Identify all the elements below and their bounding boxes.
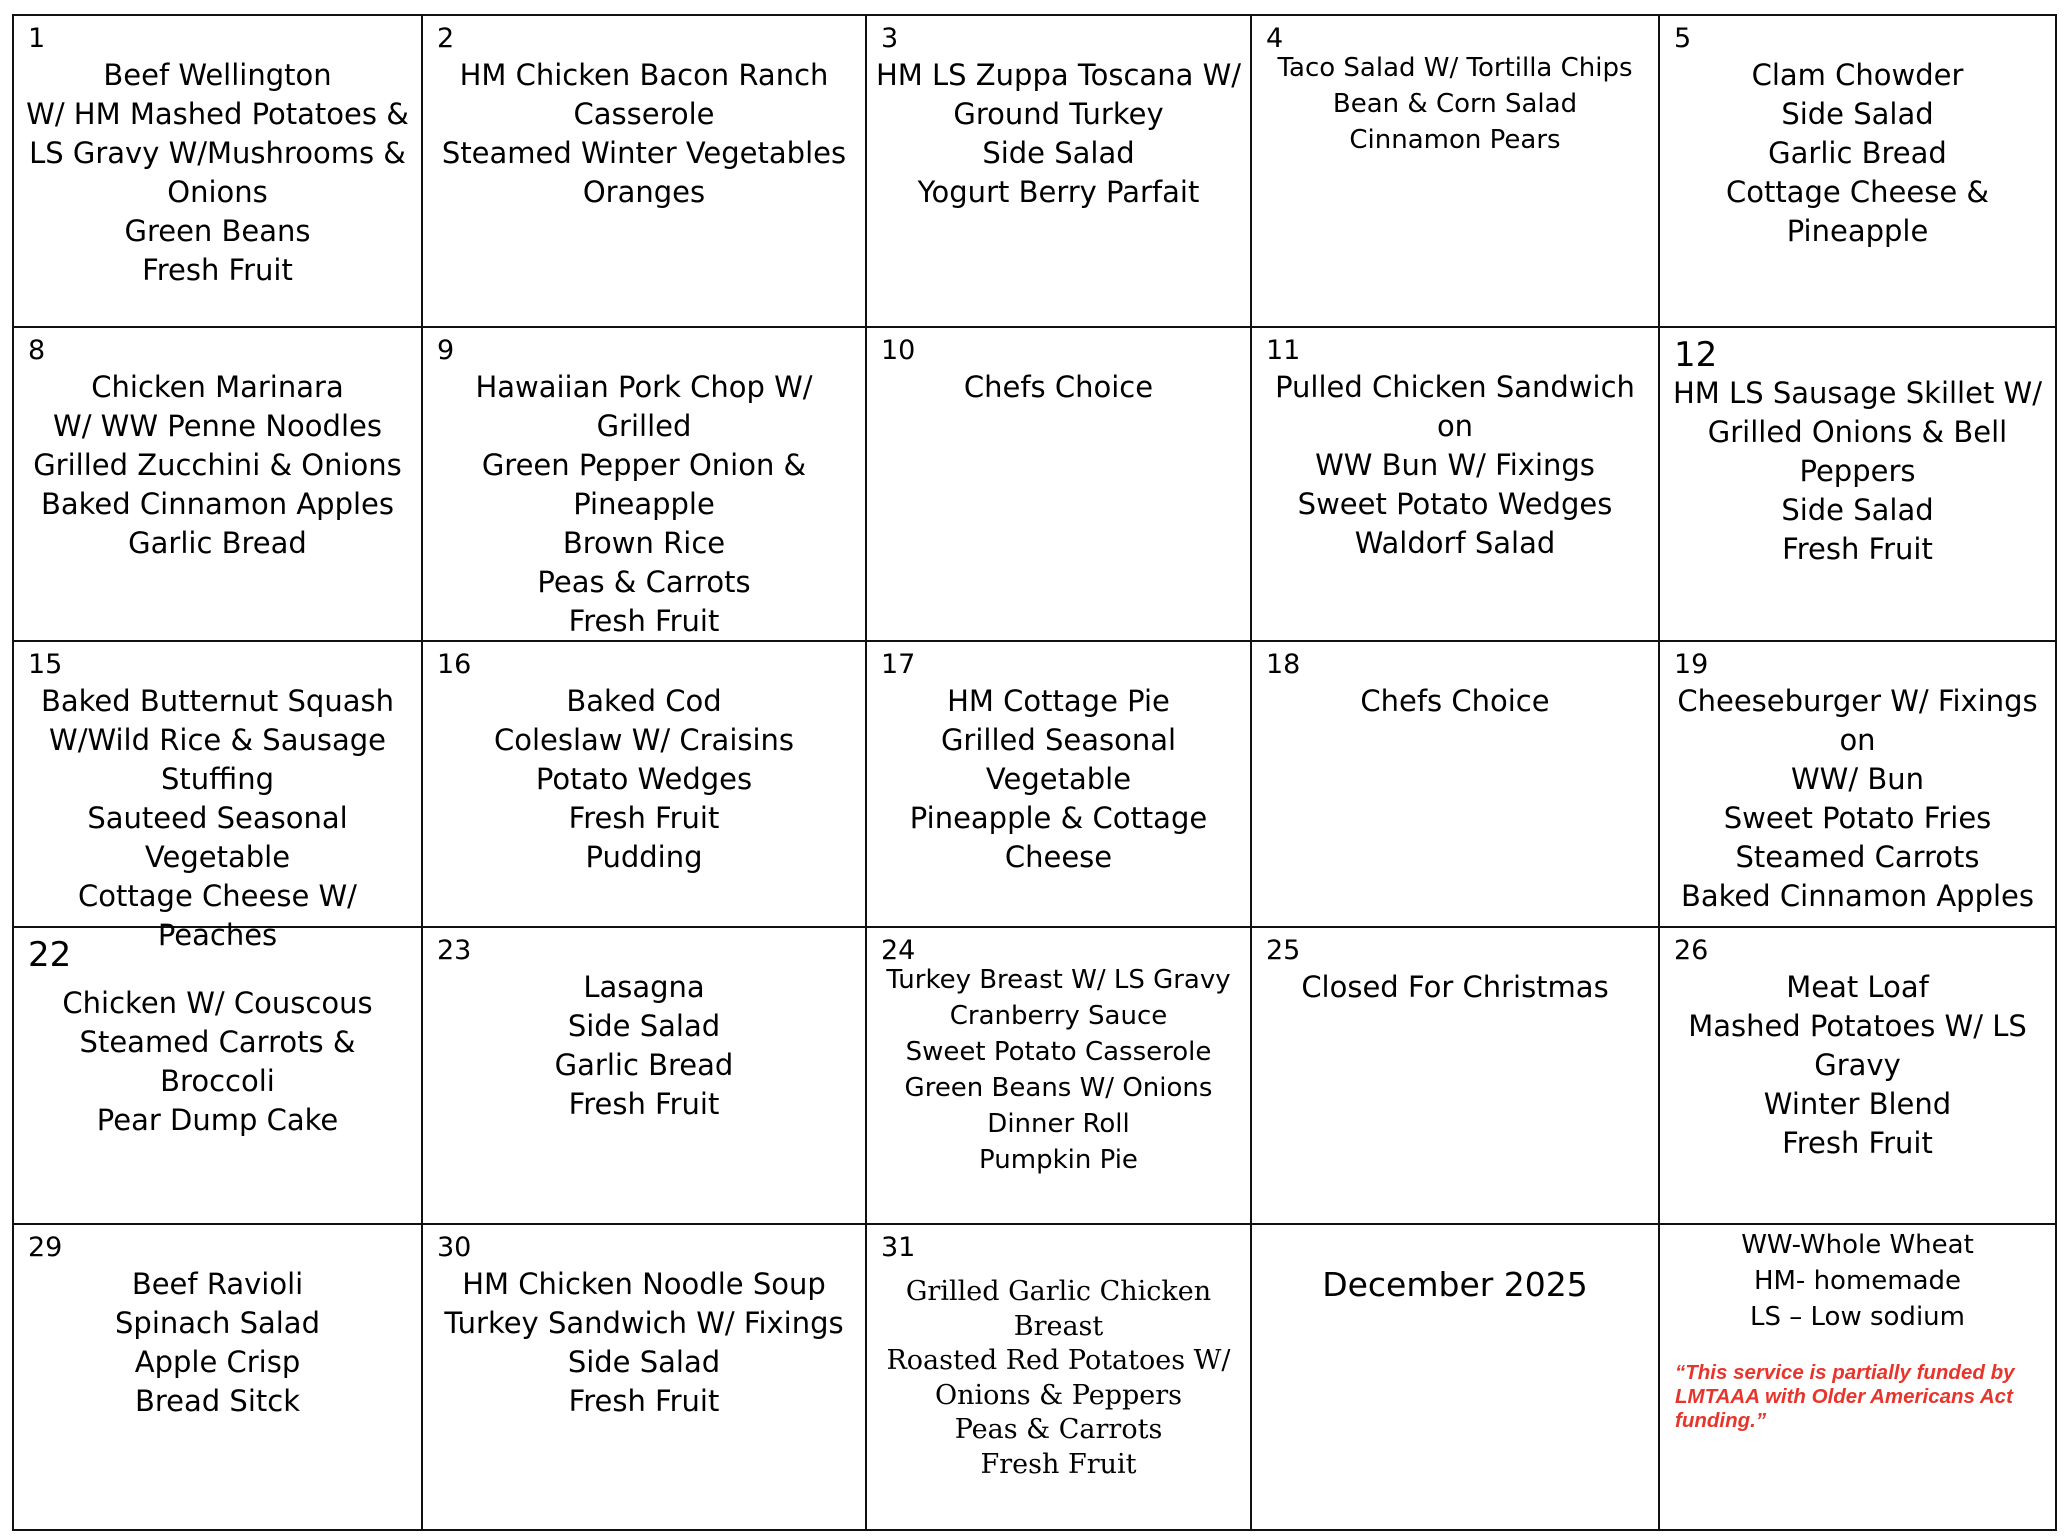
menu-item: Mashed Potatoes W/ LS xyxy=(1688,1009,2027,1043)
menu-item: Cottage Cheese & xyxy=(1725,175,1990,209)
day-number: 3 xyxy=(881,23,899,54)
menu-items xyxy=(18,368,417,563)
menu-items xyxy=(18,1265,417,1421)
menu-item: Steamed Carrots & Broccoli xyxy=(79,1025,356,1098)
menu-items xyxy=(1256,682,1654,721)
menu-item: Turkey Sandwich W/ Fixings xyxy=(444,1306,844,1340)
menu-items xyxy=(18,682,417,955)
menu-item: Baked Cinnamon Apples xyxy=(1681,879,2034,913)
day-number: 16 xyxy=(437,649,472,680)
menu-items xyxy=(1664,374,2051,569)
menu-item: Cheese xyxy=(1004,840,1113,874)
menu-item: Meat Loaf xyxy=(1786,970,1929,1004)
menu-items xyxy=(871,1275,1246,1482)
menu-item: Lasagna xyxy=(583,970,705,1004)
funding-note: “This service is partially funded by LMTAAA with Older Americans Act funding.” xyxy=(1675,1361,2015,1432)
day-number: 11 xyxy=(1266,335,1301,366)
day-number: 1 xyxy=(28,23,46,54)
day-cell xyxy=(1251,927,1659,1224)
menu-item: Pear Dump Cake xyxy=(96,1103,339,1137)
day-cell xyxy=(13,641,422,952)
day-number: 5 xyxy=(1674,23,1692,54)
menu-item: Garlic Bread xyxy=(128,526,307,560)
menu-item: Green Pepper Onion & xyxy=(481,448,807,482)
menu-item: Coleslaw W/ Craisins xyxy=(493,723,795,757)
menu-item: Ground Turkey xyxy=(953,97,1164,131)
day-cell xyxy=(422,327,866,641)
month-title: December 2025 xyxy=(1322,1265,1588,1304)
day-cell xyxy=(866,15,1251,327)
menu-item: Pineapple & Cottage xyxy=(909,801,1208,835)
day-number: 30 xyxy=(437,1232,472,1263)
menu-item: HM Chicken Noodle Soup xyxy=(462,1267,826,1301)
menu-item: Fresh Fruit xyxy=(1782,1126,1933,1160)
day-number: 9 xyxy=(437,335,455,366)
menu-item: Side Salad xyxy=(1781,97,1934,131)
legend-item: LS – Low sodium xyxy=(1750,1302,1965,1332)
menu-items xyxy=(427,56,861,212)
menu-item: Side Salad xyxy=(567,1009,721,1043)
menu-item: W/ WW Penne Noodles xyxy=(53,409,382,443)
menu-items xyxy=(18,984,417,1140)
menu-item: Chefs Choice xyxy=(963,370,1154,404)
menu-item: Fresh Fruit xyxy=(980,1448,1137,1480)
menu-item: Casserole xyxy=(573,97,715,131)
menu-item: Pineapple xyxy=(1786,214,1929,248)
menu-item: Cheeseburger W/ Fixings on xyxy=(1677,684,2038,757)
day-number: 18 xyxy=(1266,649,1301,680)
day-number: 17 xyxy=(881,649,916,680)
menu-items xyxy=(427,368,861,641)
menu-item: HM LS Zuppa Toscana W/ xyxy=(875,58,1242,92)
menu-item: Apple Crisp xyxy=(134,1345,301,1379)
day-number: 10 xyxy=(881,335,916,366)
menu-item: Oranges xyxy=(582,175,706,209)
menu-items xyxy=(871,368,1246,407)
menu-item: Fresh Fruit xyxy=(568,801,720,835)
menu-items xyxy=(1664,968,2051,1163)
menu-item: HM Chicken Bacon Ranch xyxy=(459,58,829,92)
menu-item: Sauteed Seasonal Vegetable xyxy=(87,801,348,874)
menu-item: Grilled Zucchini & Onions xyxy=(33,448,402,482)
menu-item: Cinnamon Pears xyxy=(1349,125,1561,155)
menu-item: Bread Sitck xyxy=(135,1384,300,1418)
menu-item: Peas & Carrots xyxy=(537,565,751,599)
menu-items xyxy=(427,1265,861,1421)
day-number: 19 xyxy=(1674,649,1709,680)
legend-cell xyxy=(1659,1224,2056,1530)
menu-items xyxy=(1256,368,1654,563)
day-cell xyxy=(1251,327,1659,641)
menu-item: Sweet Potato Casserole xyxy=(905,1037,1212,1067)
menu-item: Pulled Chicken Sandwich on xyxy=(1275,370,1635,443)
menu-item: Baked Cinnamon Apples xyxy=(41,487,394,521)
day-cell xyxy=(1659,641,2056,927)
day-cell xyxy=(1659,927,2056,1224)
day-number: 26 xyxy=(1674,935,1709,966)
menu-item: Potato Wedges xyxy=(535,762,753,796)
day-cell xyxy=(13,927,422,1224)
menu-item: Taco Salad W/ Tortilla Chips xyxy=(1277,53,1633,83)
day-cell xyxy=(866,927,1251,1224)
menu-items xyxy=(871,962,1246,1178)
menu-item: Chicken Marinara xyxy=(91,370,344,404)
menu-item: HM Cottage Pie xyxy=(947,684,1170,718)
legend-item: HM- homemade xyxy=(1753,1266,1962,1296)
legend-item: WW-Whole Wheat xyxy=(1741,1230,1974,1260)
day-cell xyxy=(1251,641,1659,927)
menu-item: WW Bun W/ Fixings xyxy=(1315,448,1595,482)
menu-item: Pineapple xyxy=(573,487,715,521)
menu-item: Onions xyxy=(167,175,268,209)
day-number: 31 xyxy=(881,1232,916,1263)
menu-item: Closed For Christmas xyxy=(1301,970,1609,1004)
menu-items xyxy=(427,968,861,1124)
menu-item: Steamed Carrots xyxy=(1735,840,1980,874)
menu-item: Dinner Roll xyxy=(987,1109,1130,1139)
menu-item: Fresh Fruit xyxy=(568,1087,720,1121)
menu-item: HM LS Sausage Skillet W/ xyxy=(1673,376,2042,410)
menu-item: Gravy xyxy=(1814,1048,1901,1082)
day-cell xyxy=(422,641,866,927)
menu-item: Fresh Fruit xyxy=(142,253,293,287)
menu-item: LS Gravy W/Mushrooms & xyxy=(29,136,406,170)
menu-item: Fresh Fruit xyxy=(568,604,720,638)
menu-item: Pumpkin Pie xyxy=(979,1145,1138,1175)
menu-item: Grilled Onions & Bell xyxy=(1707,415,2008,449)
menu-item: Sweet Potato Fries xyxy=(1723,801,1992,835)
menu-item: Side Salad xyxy=(1781,493,1934,527)
menu-item: Steamed Winter Vegetables xyxy=(441,136,847,170)
menu-item: Pudding xyxy=(585,840,703,874)
menu-item: Garlic Bread xyxy=(554,1048,734,1082)
menu-item: Brown Rice xyxy=(562,526,726,560)
day-cell xyxy=(866,641,1251,927)
menu-items xyxy=(1256,968,1654,1007)
menu-item: Winter Blend xyxy=(1763,1087,1952,1121)
menu-item: Onions & Peppers xyxy=(934,1379,1183,1411)
menu-item: Cranberry Sauce xyxy=(949,1001,1168,1031)
menu-item: WW/ Bun xyxy=(1791,762,1924,796)
menu-item: Bean & Corn Salad xyxy=(1332,89,1578,119)
day-cell xyxy=(13,1224,422,1530)
menu-item: Yogurt Berry Parfait xyxy=(917,175,1200,209)
day-cell xyxy=(866,1224,1251,1530)
day-number: 29 xyxy=(28,1232,63,1263)
day-cell xyxy=(422,15,866,327)
day-number: 23 xyxy=(437,935,472,966)
menu-item: Cottage Cheese W/ Peaches xyxy=(78,879,357,952)
menu-item: Baked Cod xyxy=(566,684,722,718)
day-number: 15 xyxy=(28,649,63,680)
menu-item: Peas & Carrots xyxy=(954,1414,1163,1445)
abbreviation-legend xyxy=(1664,1227,2051,1335)
day-number: 2 xyxy=(437,23,455,54)
day-cell xyxy=(1659,327,2056,641)
menu-items xyxy=(871,56,1246,212)
menu-item: W/ HM Mashed Potatoes & xyxy=(26,97,409,131)
menu-item: Turkey Breast W/ LS Gravy xyxy=(886,965,1231,995)
menu-items xyxy=(1664,56,2051,251)
menu-items xyxy=(871,682,1246,877)
day-cell xyxy=(1251,15,1659,327)
day-number: 8 xyxy=(28,335,46,366)
menu-calendar xyxy=(12,14,2057,1531)
menu-item: Baked Butternut Squash xyxy=(41,684,394,718)
menu-item: Breast xyxy=(1013,1310,1104,1342)
day-number: 12 xyxy=(1674,335,1718,375)
menu-item: Garlic Bread xyxy=(1768,136,1947,170)
menu-item: Beef Wellington xyxy=(103,58,332,92)
menu-item: Side Salad xyxy=(982,136,1135,170)
menu-items xyxy=(18,56,417,290)
day-cell xyxy=(1659,15,2056,327)
menu-item: Peppers xyxy=(1799,454,1916,488)
menu-item: Fresh Fruit xyxy=(568,1384,720,1418)
menu-item: Roasted Red Potatoes W/ xyxy=(886,1345,1231,1376)
month-title-cell xyxy=(1251,1224,1659,1530)
menu-item: Stuffing xyxy=(161,762,274,796)
day-cell xyxy=(13,327,422,641)
menu-item: Clam Chowder xyxy=(1751,58,1964,92)
day-cell xyxy=(13,15,422,327)
day-number: 25 xyxy=(1266,935,1301,966)
menu-item: Hawaiian Pork Chop W/ Grilled xyxy=(475,370,813,443)
menu-item: Chicken W/ Couscous xyxy=(62,986,373,1020)
menu-item: Grilled Seasonal Vegetable xyxy=(940,723,1177,796)
menu-item: Beef Ravioli xyxy=(131,1267,304,1301)
menu-item: Grilled Garlic Chicken xyxy=(905,1276,1212,1307)
day-cell xyxy=(866,327,1251,641)
menu-item: Chefs Choice xyxy=(1360,684,1550,718)
menu-items xyxy=(1664,682,2051,916)
menu-item: Waldorf Salad xyxy=(1354,526,1556,560)
menu-items xyxy=(1256,50,1654,158)
day-number: 4 xyxy=(1266,23,1284,54)
menu-item: Fresh Fruit xyxy=(1782,532,1933,566)
day-number: 22 xyxy=(28,935,72,975)
day-cell xyxy=(422,1224,866,1530)
menu-item: Sweet Potato Wedges xyxy=(1297,487,1613,521)
menu-item: Side Salad xyxy=(567,1345,721,1379)
menu-item: Green Beans xyxy=(124,214,311,248)
day-number: 24 xyxy=(881,935,916,966)
day-cell xyxy=(422,927,866,1224)
menu-items xyxy=(427,682,861,877)
menu-item: W/Wild Rice & Sausage xyxy=(49,723,386,757)
menu-item: Spinach Salad xyxy=(115,1306,320,1340)
menu-item: Green Beans W/ Onions xyxy=(904,1073,1213,1103)
